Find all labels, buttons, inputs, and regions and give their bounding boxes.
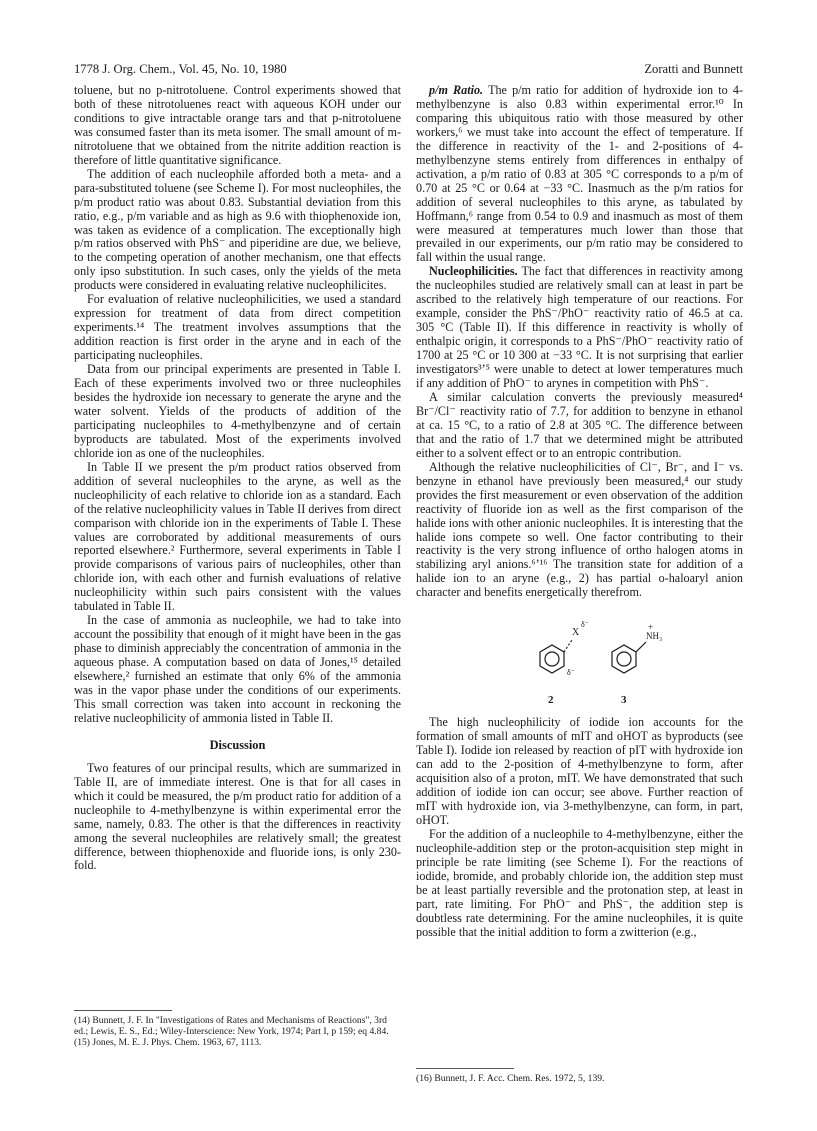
footnote-16: (16) Bunnett, J. F. Acc. Chem. Res. 1972, 5, 139.	[416, 1073, 605, 1084]
left-column	[74, 84, 401, 873]
chemical-structures	[416, 604, 743, 716]
paragraph: The high nucleophilicity of iodide ion accounts for the formation of small amounts of mIT and oHOT as byproducts (see Table I). Iodide ion released by reaction of pIT with hydroxide ion can add to the 2-position of 4-methylbenzyne to form, after acquisition also of a proton, mIT. We have demonstrated that such addition of iodide ion can occur; see above. Further reaction of mIT with hydroxide ion, via 3-methylbenzyne, can form, in part, oHOT.	[416, 715, 743, 827]
paragraph: For evaluation of relative nucleophilicities, we used a standard expression for treatment of data from direct competition experiments.¹⁴ The treatment involves assumptions that the addition reaction is first order in the aryne and in each of the participating nucleophiles.	[74, 292, 401, 363]
running-header	[74, 62, 743, 78]
footnotes-right	[416, 1068, 743, 1084]
paragraph: Data from our principal experiments are presented in Table I. Each of these experiments involved two or three nucleophiles besides the hydroxide ion necessary to generate the aryne and the water solvent. Yields of the products of addition of the participating nucleophiles to 4-methylbenzyne and of certain byproducts are tabulated. Most of the experiments involved chloride ion as one of the nucleophiles.	[74, 362, 401, 460]
run-in-heading: p/m Ratio.	[429, 83, 484, 97]
structure-3-ring	[612, 642, 646, 673]
struct-delta-label-2: δ⁻	[567, 668, 575, 678]
struct-plus-label: +	[648, 622, 654, 633]
paragraph-pm-ratio	[416, 84, 743, 265]
paragraph-body: The fact that differences in reactivity among the nucleophiles studied are relatively small can at least in part be ascribed to the relatively high temperature of our reactions. For example, consider the PhS⁻/PhO⁻ reactivity ratio of 46.5 at ca. 305 °C (Table II). If this difference in reactivity is wholly of enthalpic origin, it corresponds to a PhS⁻/PhO⁻ reactivity ratio of 1700 at 25 °C or 10 300 at −33 °C. It is not surprising that earlier investigators³ʼ⁵ were unable to detect at lower temperatures much if any addition of PhO⁻ to arynes in competition with PhS⁻.	[416, 264, 743, 391]
section-heading-discussion: Discussion	[209, 737, 266, 752]
header-citation: 1778 J. Org. Chem., Vol. 45, No. 10, 1980	[74, 62, 287, 76]
header-authors: Zoratti and Bunnett	[644, 62, 743, 76]
run-in-heading: Nucleophilicities.	[429, 264, 518, 279]
paragraph: In Table II we present the p/m product ratios observed from addition of several nucleophiles to the aryne, as well as the nucleophilicity of each relative to chloride ion as a standard. Each of the relative nucleophilicity values in Table II derives from direct comparison with chloride ion in the experiments of Table I. These values are corroborated by additional measurements of ours reported elsewhere.² Furthermore, several experiments in Table I provide comparisons of various pairs of nucleophiles, other than chloride ion, with each other and furnish evaluations of relative nucleophilicity within such pairs consistent with the values tabulated in Table II.	[74, 459, 401, 614]
paragraph: The addition of each nucleophile afforded both a meta- and a para-substituted toluene (see Scheme I). For most nucleophiles, the p/m product ratio was about 0.83. Substantial deviation from this ratio, e.g., p/m variable and as high as 9.6 with thiophenoxide ion, was taken as evidence of a complication. The exceptionally high p/m ratios observed with PhS⁻ and piperidine are due, we believe, to the competing operation of another mechanism, one that effects only ipso substitution. In such cases, only the yields of the meta products were considered in evaluating relative nucleophilicites.	[74, 166, 401, 293]
paragraph: Two features of our principal results, which are summarized in Table II, are of immediate interest. One is that for all cases in which it could be measured, the p/m product ratio for addition of a nucleophile to 4-methylbenzyne is within experimental error the same, namely, 0.83. The other is that the differences in reactivity among the several nucleophiles are relatively small; the greatest difference, between thiophenoxide and fluoride ions, is only 230-fold.	[74, 760, 401, 873]
struct-nh3-label: NH₃	[646, 631, 663, 642]
struct-delta-label: δ⁻	[581, 620, 589, 630]
struct-number-3: 3	[621, 694, 627, 707]
footnotes-left	[74, 1010, 401, 1049]
right-column	[416, 84, 743, 940]
footnote-rule	[74, 1010, 172, 1011]
paragraph: A similar calculation converts the previously measured⁴ Br⁻/Cl⁻ reactivity ratio of 7.7, for addition to benzyne in ethanol at ca. 15 °C, to a ratio of 2.8 at 305 °C. The difference between that and the ratio of 1.7 that we determined might be attributed either to a solvent effect or to an entropic contribution.	[416, 389, 743, 460]
paragraph: toluene, but no p-nitrotoluene. Control experiments showed that both of these nitrotoluenes react with aqueous KOH under our conditions to give intractable orange tars and that p-nitrotoluene was consumed faster than its meta isomer. The small amount of m-nitrotoluene that we obtained from the nitrite addition reaction is therefore of little quantitative significance.	[74, 83, 401, 167]
paragraph: Although the relative nucleophilicities of Cl⁻, Br⁻, and I⁻ vs. benzyne in ethanol have previously been measured,⁴ our study provides the first measurement or even observation of the addition reactivity of fluoride ion as well as the first comparison of the halide ions with other anionic nucleophiles. It is interesting that the halide ions compete so well. One factor contributing to their reactivity is the very strong influence of ortho halogen atoms in stabilizing aryl anions.⁶ʼ¹⁶ The transition state for addition of a halide ion to an aryne (e.g., 2) has partial o-haloaryl anion character and benefits energetically therefrom.	[416, 459, 743, 600]
paragraph: In the case of ammonia as nucleophile, we had to take into account the possibility that enough of it might have been in the gas phase to diminish appreciably the concentration of ammonia in the aqueous phase. A computation based on data of Jones,¹⁵ detailed elsewhere,² furnished an estimate that only 6% of the ammonia was in the vapor phase under the conditions of our experiments. This small correction was taken into account in reckoning the relative nucleophilicity of ammonia listed in Table II.	[74, 613, 401, 725]
struct-number-2: 2	[548, 694, 554, 707]
paragraph-body: The p/m ratio for addition of hydroxide ion to 4-methylbenzyne is also 0.83 within experimental error.¹⁰ In comparing this ubiquitous ratio with those measured by other workers,⁶ we must take into account the effect of temperature. If the difference in reactivity of the 1- and 2-positions of 4-methylbenzyne stems entirely from differences in enthalpy of activation, a p/m ratio of 0.83 at 305 °C corresponds to a p/m of 0.70 at 25 °C or 0.64 at −33 °C. Inasmuch as the p/m ratios for addition of several nucleophiles to this aryne, as tabulated by Hoffmann,⁶ range from 0.54 to 0.9 and inasmuch as most of them were measured at temperatures much lower than those that prevailed in our experiments, our p/m ratio may be considered to fall within the usual range.	[416, 83, 743, 265]
footnote-14: (14) Bunnett, J. F. In "Investigations of Rates and Mechanisms of Reactions", 3rd ed.; Lewis, E. S., Ed.; Wiley-Interscience: New York, 1974; Part I, p 159; eq 4.84.	[74, 1015, 389, 1038]
structure-drawing	[416, 604, 743, 716]
paragraph-nucleophilicities	[416, 265, 743, 391]
footnote-15: (15) Jones, M. E. J. Phys. Chem. 1963, 67, 1113.	[74, 1037, 262, 1049]
struct-x-label: X	[572, 627, 580, 639]
footnote-rule	[416, 1068, 514, 1069]
paragraph: For the addition of a nucleophile to 4-methylbenzyne, either the nucleophile-addition step or the proton-acquisition step might in principle be rate limiting (see Scheme I). For the reactions of iodide, bromide, and probably chloride ion, the addition step must be at least partially reversible and the protonation step, at least in part, rate limiting. For PhO⁻ and PhS⁻, the addition step is doubtless rate determining. For the amine nucleophiles, it is quite possible that the initial addition to form a zwitterion (e.g.,	[416, 826, 743, 939]
